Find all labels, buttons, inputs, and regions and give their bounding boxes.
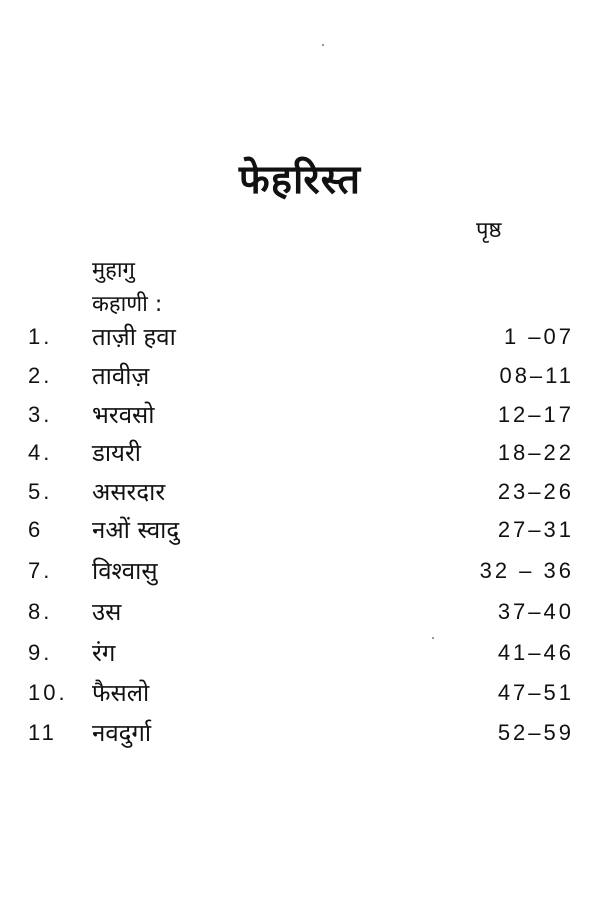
- toc-row: [0, 517, 600, 553]
- entry-title: विश्वासु: [92, 557, 158, 585]
- entry-number: 1.: [28, 324, 53, 349]
- scan-speck: [432, 637, 434, 639]
- toc-row: [0, 680, 600, 716]
- entry-number: 11: [28, 720, 57, 745]
- entry-title: फैसलो: [92, 679, 150, 707]
- entry-title: ताज़ी हवा: [92, 323, 176, 351]
- entry-title: असरदार: [92, 478, 166, 506]
- page-column-header: पृष्ठ: [476, 218, 502, 243]
- entry-number: 5.: [28, 479, 53, 504]
- entry-pages: 12–17: [497, 402, 574, 427]
- entry-number: 4.: [28, 440, 53, 465]
- entry-title: भरवसो: [92, 401, 155, 429]
- entry-pages: 27–31: [497, 517, 574, 542]
- entry-pages: 52–59: [497, 720, 574, 745]
- entry-number: 3.: [28, 402, 53, 427]
- entry-pages: 1 –07: [503, 324, 574, 349]
- entry-pages: 08–11: [499, 363, 574, 388]
- entry-number: 6: [28, 517, 44, 542]
- toc-row: [0, 402, 600, 438]
- entry-title: नओं स्वादु: [92, 516, 180, 544]
- toc-row: [0, 363, 600, 399]
- entry-number: 2.: [28, 363, 53, 388]
- toc-row: [0, 640, 600, 676]
- entry-number: 7.: [28, 558, 53, 583]
- toc-row: [0, 558, 600, 594]
- entry-pages: 32 – 36: [479, 558, 574, 583]
- page-title: फेहरिस्त: [238, 157, 362, 203]
- entry-number: 8.: [28, 599, 53, 624]
- entry-title: डायरी: [92, 439, 142, 467]
- entry-number: 10.: [28, 680, 68, 705]
- scan-speck: [322, 44, 324, 46]
- stories-label: कहाणी :: [92, 292, 163, 317]
- entry-title: उस: [92, 598, 122, 626]
- preface-entry: मुहागु: [92, 258, 135, 283]
- toc-row: [0, 599, 600, 635]
- entry-pages: 41–46: [497, 640, 574, 665]
- toc-row: [0, 720, 600, 756]
- entry-title: नवदुर्गा: [92, 719, 152, 747]
- entry-title: तावीज़: [92, 362, 150, 390]
- entry-pages: 18–22: [497, 440, 574, 465]
- entry-title: रंग: [92, 639, 116, 667]
- entry-pages: 23–26: [497, 479, 574, 504]
- toc-row: [0, 324, 600, 360]
- toc-row: [0, 440, 600, 476]
- entry-number: 9.: [28, 640, 53, 665]
- entry-pages: 37–40: [497, 599, 574, 624]
- toc-row: [0, 479, 600, 515]
- entry-pages: 47–51: [497, 680, 574, 705]
